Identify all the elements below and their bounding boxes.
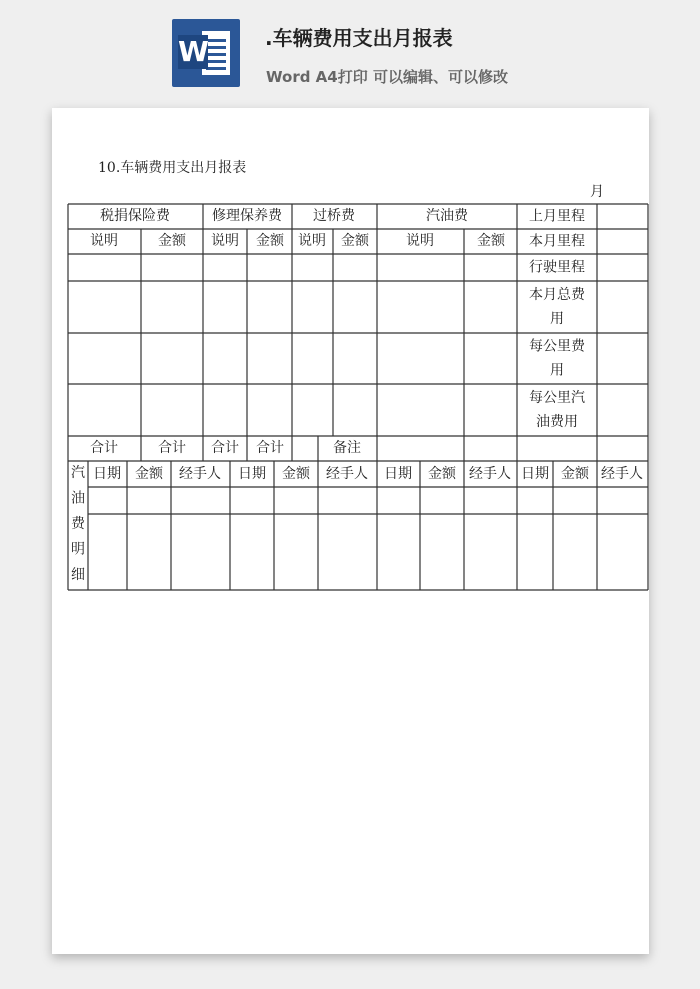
group-header: 税捐保险费 xyxy=(100,208,170,224)
group-header: 修理保养费 xyxy=(212,208,282,224)
detail-vertical-label: 油 xyxy=(71,490,85,507)
document-title: .车辆费用支出月报表 xyxy=(265,26,453,50)
remark-label: 备注 xyxy=(333,440,361,456)
total-label: 合计 xyxy=(158,440,186,456)
mileage-label: 每公里汽 xyxy=(529,390,585,406)
column-header: 说明 xyxy=(298,233,326,249)
form-title: 10.车辆费用支出月报表 xyxy=(98,160,247,176)
logo-letter: W xyxy=(178,35,209,68)
group-header: 汽油费 xyxy=(426,208,468,224)
detail-header: 金额 xyxy=(282,466,310,482)
column-header: 说明 xyxy=(211,233,239,249)
mileage-label: 每公里费 xyxy=(529,338,585,355)
column-header: 金额 xyxy=(341,233,369,249)
mileage-label: 上月里程 xyxy=(529,208,585,225)
column-header: 说明 xyxy=(406,233,434,249)
mileage-label: 行驶里程 xyxy=(529,259,585,276)
mileage-label: 本月总费 xyxy=(529,287,585,303)
detail-header: 经手人 xyxy=(601,466,643,482)
detail-header: 日期 xyxy=(238,466,266,482)
total-label: 合计 xyxy=(256,440,284,456)
column-header: 金额 xyxy=(477,233,505,249)
detail-vertical-label: 细 xyxy=(71,567,85,583)
detail-vertical-label: 汽 xyxy=(71,465,85,481)
detail-header: 日期 xyxy=(384,466,412,482)
detail-vertical-label: 费 xyxy=(71,516,85,532)
month-label: 月 xyxy=(590,184,604,200)
detail-header: 金额 xyxy=(135,466,163,482)
detail-header: 经手人 xyxy=(179,466,221,482)
group-header: 过桥费 xyxy=(313,208,355,224)
mileage-label: 油费用 xyxy=(536,414,578,430)
total-label: 合计 xyxy=(90,440,118,456)
mileage-label: 本月里程 xyxy=(529,233,585,250)
detail-vertical-label: 明 xyxy=(71,541,85,558)
column-header: 金额 xyxy=(256,233,284,249)
detail-header: 经手人 xyxy=(326,466,368,482)
document-subtitle: Word A4打印 可以编辑、可以修改 xyxy=(266,68,508,86)
mileage-label: 用 xyxy=(550,311,564,327)
column-header: 金额 xyxy=(158,233,186,249)
detail-header: 经手人 xyxy=(469,466,511,482)
detail-header: 日期 xyxy=(521,466,549,482)
detail-header: 金额 xyxy=(428,466,456,482)
total-label: 合计 xyxy=(211,440,239,456)
column-header: 说明 xyxy=(90,233,118,249)
detail-header: 日期 xyxy=(93,466,121,482)
detail-header: 金额 xyxy=(561,466,589,482)
mileage-label: 用 xyxy=(550,362,564,379)
